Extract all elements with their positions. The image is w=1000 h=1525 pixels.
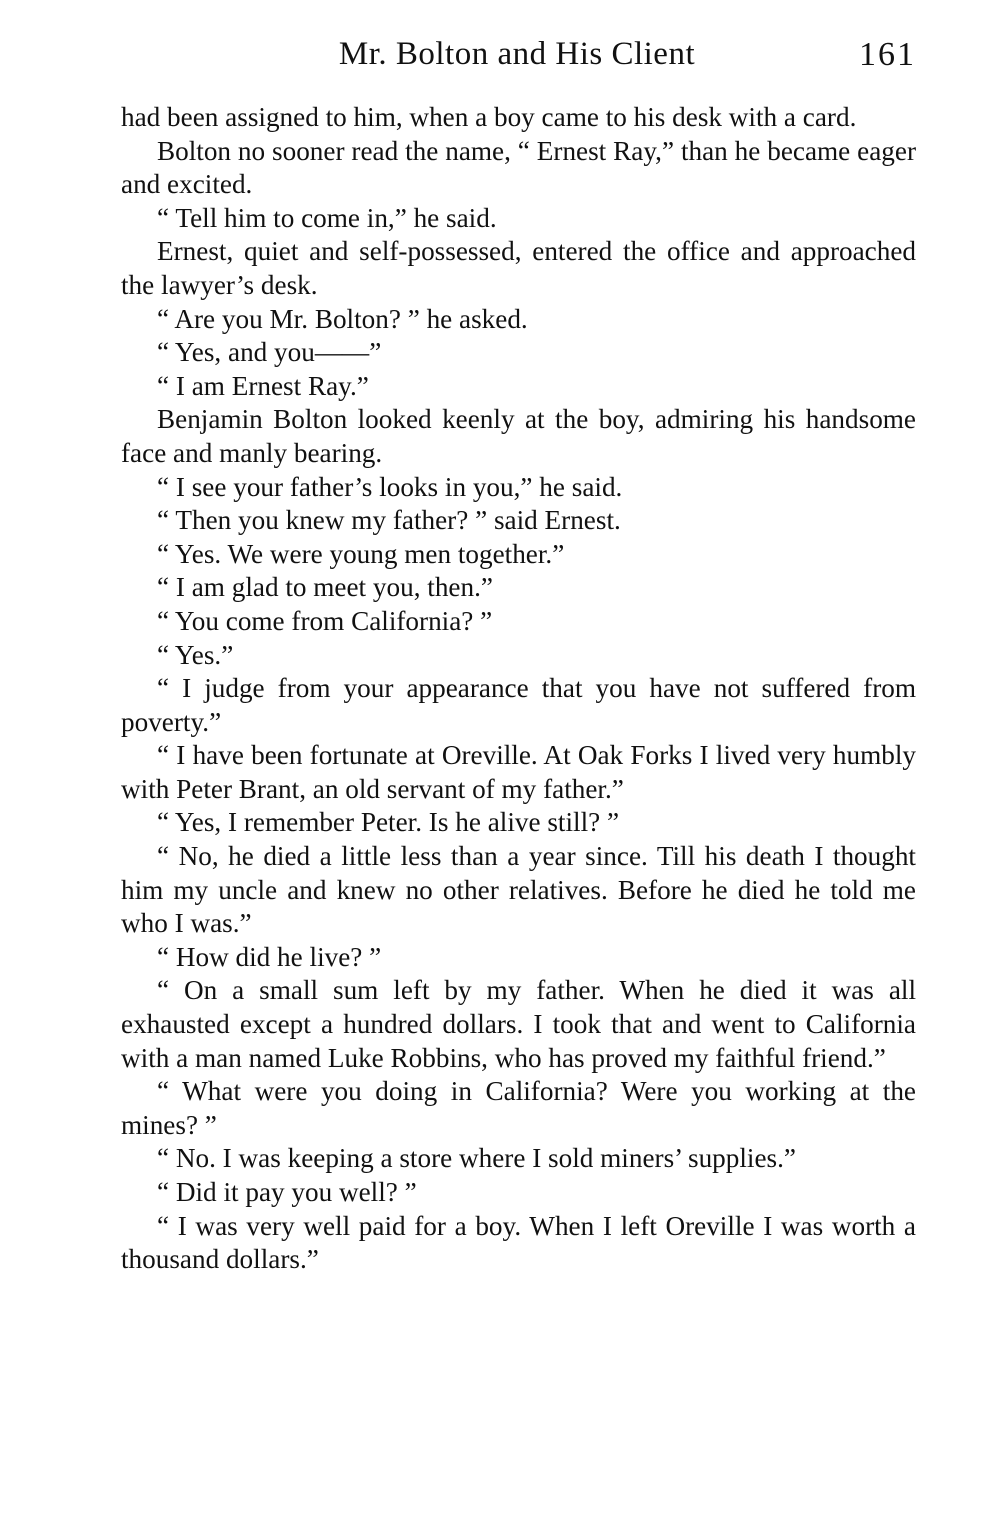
paragraph: “ Then you knew my father? ” said Ernest. <box>157 505 621 536</box>
paragraph: “ Did it pay you well? ” <box>157 1177 417 1207</box>
paragraph: “ I am Ernest Ray.” <box>157 370 369 401</box>
paragraph: “ No, he died a little less than a year since. Till his death I thought him my uncle and knew no other relatives. Before he died he told me who I was.” <box>121 841 916 939</box>
paragraph: “ Tell him to come in,” he said. <box>157 202 497 233</box>
paragraph: “ No. I was keeping a store where I sold miners’ supplies.” <box>157 1143 796 1174</box>
paragraph: “ I was very well paid for a boy. When I left Oreville I was worth a thousand dollars.” <box>121 1210 916 1275</box>
paragraph: “ Yes. We were young men together.” <box>157 538 565 569</box>
paragraph: “ I am glad to meet you, then.” <box>157 572 493 603</box>
paragraph: “ What were you doing in California? Were you working at the mines? ” <box>121 1076 916 1140</box>
paragraph: “ I have been fortunate at Oreville. At Oak Forks I lived very humbly with Peter Brant, an old servant of my father.” <box>121 740 916 804</box>
page-number: 161 <box>859 36 916 73</box>
paragraph: Benjamin Bolton looked keenly at the boy, admiring his handsome face and manly bearing. <box>121 404 916 468</box>
paragraph: “ I see your father’s looks in you,” he said. <box>157 471 623 502</box>
running-title: Mr. Bolton and His Client <box>338 36 696 72</box>
paragraph: had been assigned to him, when a boy came to his desk with a card. <box>121 102 857 132</box>
running-head <box>118 36 916 84</box>
paragraph: “ On a small sum left by my father. When he died it was all exhausted except a hundred dollars. I took that and went to California with a man named Luke Robbins, who has proved my faithful friend.” <box>121 975 916 1073</box>
paragraph: Ernest, quiet and self-possessed, entered the office and approached the lawyer’s desk. <box>121 236 916 300</box>
paragraph: “ You come from California? ” <box>157 605 493 636</box>
paragraph: “ Are you Mr. Bolton? ” he asked. <box>157 303 528 334</box>
paragraph: “ Yes, I remember Peter. Is he alive still? ” <box>157 807 620 838</box>
paragraph: “ I judge from your appearance that you have not suffered from poverty.” <box>121 673 916 737</box>
paragraph: “ Yes.” <box>157 639 234 670</box>
paragraph: Bolton no sooner read the name, “ Ernest Ray,” than he became eager and excited. <box>121 135 916 200</box>
body-text <box>121 101 916 1277</box>
paragraph: “ Yes, and you——” <box>157 337 382 368</box>
paragraph: “ How did he live? ” <box>157 941 382 972</box>
